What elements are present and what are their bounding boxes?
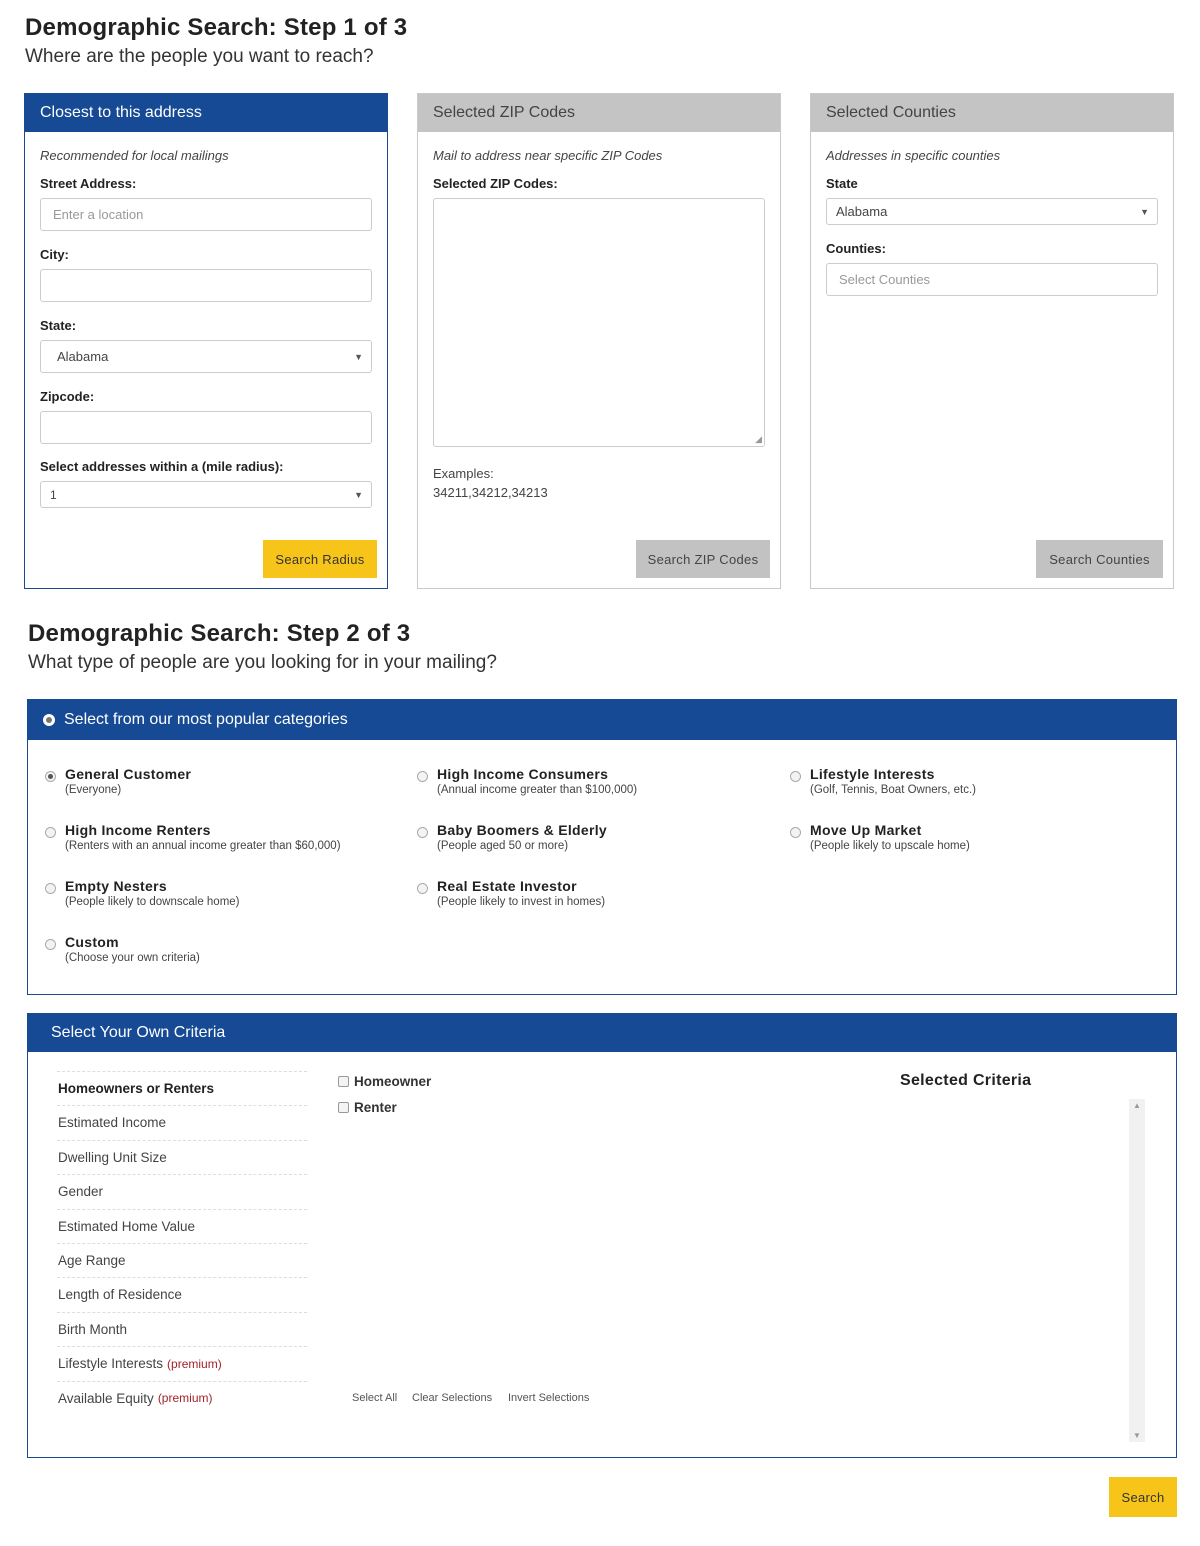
resize-handle-icon[interactable]: ◢ [755, 434, 762, 444]
radio-icon[interactable] [417, 771, 428, 782]
scroll-up-icon[interactable]: ▲ [1133, 1101, 1141, 1110]
address-panel-header[interactable]: Closest to this address [25, 94, 387, 132]
criteria-category-item[interactable] [57, 1243, 307, 1277]
category-option-description: (People likely to invest in homes) [437, 896, 606, 908]
zip-examples-label: Examples: [433, 466, 494, 481]
criteria-category-label: Birth Month [58, 1321, 128, 1337]
category-option-name[interactable]: Baby Boomers & Elderly [437, 822, 607, 838]
criteria-checkbox[interactable] [338, 1102, 349, 1113]
radius-select-value: 1 [50, 487, 57, 502]
selected-criteria-scrollbar[interactable] [1129, 1099, 1145, 1442]
criteria-category-label: Estimated Income [58, 1115, 167, 1131]
category-option-name[interactable]: General Customer [65, 766, 192, 782]
radio-icon[interactable] [790, 771, 801, 782]
criteria-category-label: Length of Residence [58, 1287, 182, 1303]
county-state-select-value: Alabama [836, 204, 888, 219]
step1-title: Demographic Search: Step 1 of 3 [25, 14, 408, 41]
search-zip-codes-button[interactable]: Search ZIP Codes [636, 540, 770, 578]
chevron-down-icon: ▼ [354, 489, 363, 500]
state-label: State: [40, 318, 77, 333]
counties-label: Counties: [826, 241, 886, 256]
category-option-description: (People aged 50 or more) [437, 840, 569, 852]
category-option-name[interactable]: Lifestyle Interests [810, 766, 935, 782]
zipcode-input[interactable] [40, 411, 372, 444]
county-panel [810, 93, 1174, 589]
criteria-checkbox-label[interactable]: Renter [354, 1100, 397, 1115]
county-state-select[interactable] [826, 198, 1158, 225]
county-state-label: State [826, 176, 858, 191]
criteria-category-item[interactable] [57, 1346, 307, 1380]
radio-icon[interactable] [43, 714, 55, 726]
zip-codes-textarea[interactable] [433, 198, 765, 447]
zip-codes-label: Selected ZIP Codes: [433, 176, 558, 191]
zip-hint: Mail to address near specific ZIP Codes [433, 148, 663, 163]
category-option-description: (People likely to downscale home) [65, 896, 240, 908]
criteria-category-item[interactable] [57, 1312, 307, 1346]
own-criteria-panel [27, 1013, 1177, 1458]
category-option-name[interactable]: High Income Consumers [437, 766, 609, 782]
county-panel-header[interactable]: Selected Counties [811, 94, 1173, 132]
popular-categories-title: Select from our most popular categories [64, 711, 348, 728]
radio-icon[interactable] [417, 883, 428, 894]
street-address-input[interactable] [40, 198, 372, 231]
search-counties-button[interactable]: Search Counties [1036, 540, 1163, 578]
select-all-link[interactable]: Select All [352, 1392, 398, 1404]
category-option-name[interactable]: Real Estate Investor [437, 878, 577, 894]
address-hint: Recommended for local mailings [40, 148, 229, 163]
criteria-checkbox-label[interactable]: Homeowner [354, 1074, 432, 1089]
category-option-name[interactable]: Move Up Market [810, 822, 922, 838]
radio-icon[interactable] [45, 883, 56, 894]
zip-examples-value: 34211,34212,34213 [433, 485, 548, 500]
city-label: City: [40, 247, 69, 262]
chevron-down-icon: ▼ [1140, 206, 1149, 217]
category-option-description: (Annual income greater than $100,000) [437, 784, 638, 796]
step2-subtitle: What type of people are you looking for in your mailing? [28, 652, 497, 673]
county-hint: Addresses in specific counties [826, 148, 1001, 163]
zipcode-label: Zipcode: [40, 389, 95, 404]
scroll-down-icon[interactable]: ▼ [1133, 1431, 1141, 1440]
criteria-category-item[interactable] [57, 1381, 307, 1415]
clear-selections-link[interactable]: Clear Selections [412, 1392, 493, 1404]
category-option-name[interactable]: Empty Nesters [65, 878, 167, 894]
radio-icon[interactable] [790, 827, 801, 838]
criteria-category-item[interactable] [57, 1105, 307, 1139]
criteria-category-label: Estimated Home Value [58, 1218, 196, 1234]
criteria-category-label: Available Equity [58, 1390, 154, 1406]
own-criteria-header[interactable] [28, 1014, 1176, 1052]
criteria-category-item[interactable] [57, 1140, 307, 1174]
radio-icon[interactable] [417, 827, 428, 838]
category-option-name[interactable]: High Income Renters [65, 822, 211, 838]
category-option-description: (Golf, Tennis, Boat Owners, etc.) [810, 784, 976, 796]
radio-icon[interactable] [45, 827, 56, 838]
premium-badge: (premium) [157, 1391, 213, 1406]
category-option-description: (Renters with an annual income greater than $60,000) [65, 840, 341, 852]
criteria-category-label: Lifestyle Interests [58, 1356, 164, 1372]
step1-subtitle: Where are the people you want to reach? [25, 46, 374, 67]
category-option-description: (Everyone) [65, 784, 122, 796]
zip-panel [417, 93, 781, 589]
street-address-label: Street Address: [40, 176, 137, 191]
search-button[interactable]: Search [1109, 1477, 1177, 1517]
criteria-category-item[interactable] [57, 1071, 307, 1105]
criteria-category-item[interactable] [57, 1209, 307, 1243]
radio-icon[interactable] [45, 771, 56, 782]
popular-categories-header[interactable] [28, 700, 1176, 740]
criteria-category-item[interactable] [57, 1277, 307, 1311]
category-option-description: (People likely to upscale home) [810, 840, 970, 852]
counties-input[interactable] [826, 263, 1158, 296]
category-option-name[interactable]: Custom [65, 934, 119, 950]
radius-select[interactable] [40, 481, 372, 508]
state-select-value: Alabama [57, 349, 109, 364]
selected-criteria-title: Selected Criteria [900, 1072, 1032, 1089]
address-panel [24, 93, 388, 589]
category-option-description: (Choose your own criteria) [65, 952, 200, 964]
criteria-category-label: Age Range [58, 1253, 126, 1268]
radio-icon[interactable] [45, 939, 56, 950]
premium-badge: (premium) [167, 1356, 222, 1371]
radius-label: Select addresses within a (mile radius): [40, 459, 284, 474]
zip-panel-header[interactable]: Selected ZIP Codes [418, 94, 780, 132]
criteria-category-item[interactable] [57, 1174, 307, 1208]
search-radius-button[interactable]: Search Radius [263, 540, 377, 578]
popular-categories-panel [27, 699, 1177, 995]
step2-title: Demographic Search: Step 2 of 3 [28, 620, 411, 647]
criteria-checkbox[interactable] [338, 1076, 349, 1087]
chevron-down-icon: ▼ [354, 351, 363, 362]
own-criteria-title: Select Your Own Criteria [51, 1024, 226, 1041]
state-select[interactable] [40, 340, 372, 373]
city-input[interactable] [40, 269, 372, 302]
criteria-category-label: Homeowners or Renters [58, 1081, 215, 1096]
criteria-category-label: Gender [58, 1184, 104, 1200]
criteria-category-label: Dwelling Unit Size [58, 1149, 167, 1165]
invert-selections-link[interactable]: Invert Selections [508, 1392, 590, 1404]
